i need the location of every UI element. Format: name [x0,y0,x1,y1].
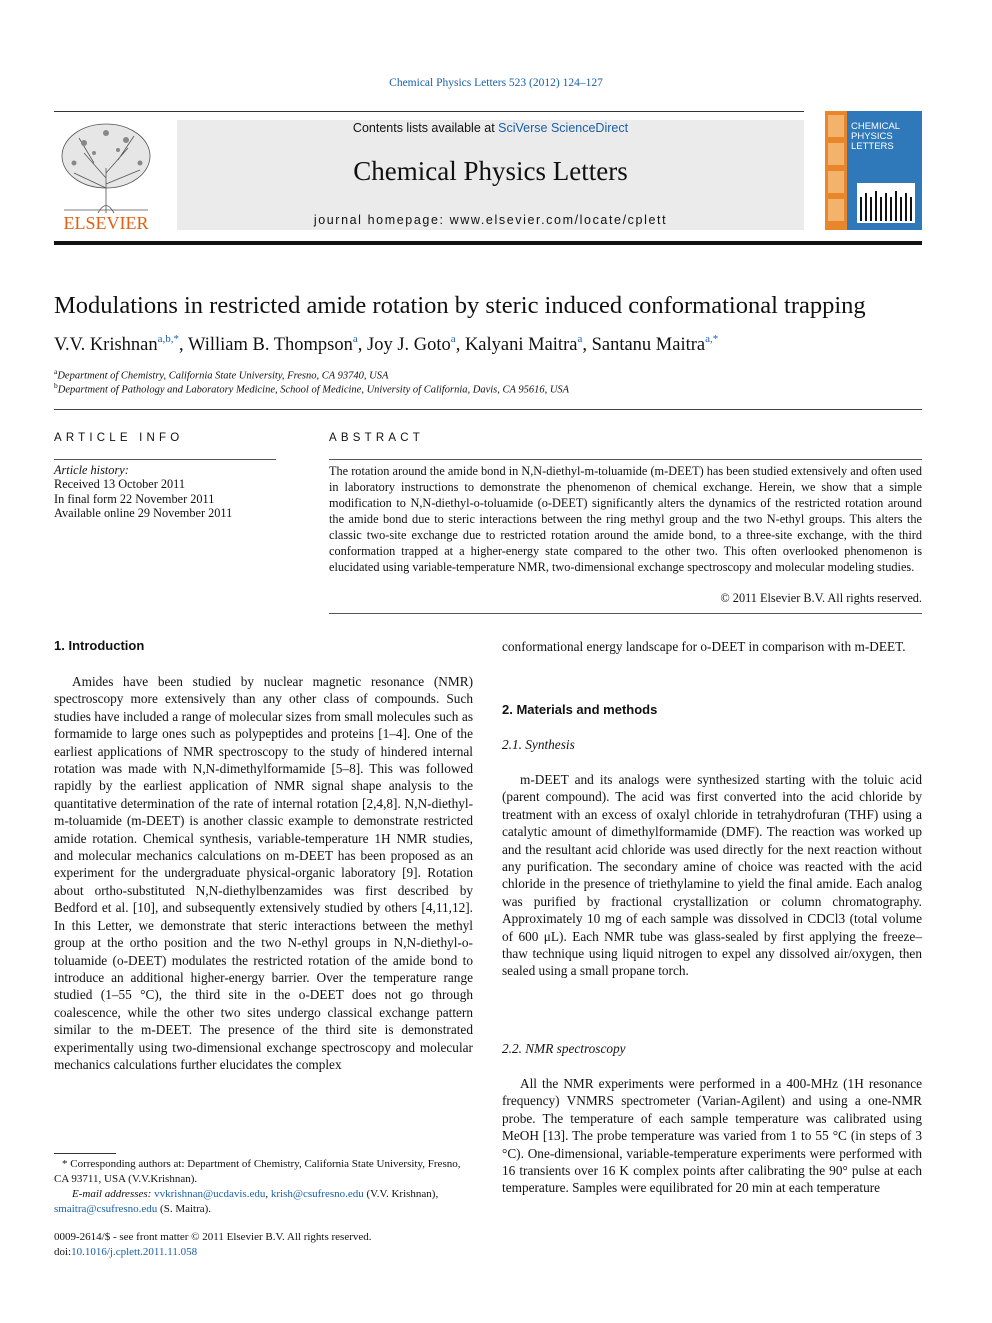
author-affiliation-mark[interactable]: a [577,333,583,345]
abstract-copyright: © 2011 Elsevier B.V. All rights reserved. [720,591,922,605]
elsevier-tree-icon [54,118,158,233]
abstract-bottom-rule [329,613,922,614]
section-heading-materials-methods: 2. Materials and methods [502,702,658,717]
doi-link[interactable]: 10.1016/j.cplett.2011.11.058 [71,1245,198,1258]
introduction-body [54,673,473,1073]
email-label: E-mail addresses: [72,1188,152,1200]
issn-line: 0009-2614/$ - see front matter © 2011 Elsevier B.V. All rights reserved. [54,1231,372,1243]
author-name: Joy J. Goto [367,335,451,355]
footnote-rule [54,1153,116,1154]
abstract-heading: ABSTRACT [329,432,424,444]
journal-cover-thumbnail[interactable] [825,111,922,230]
corresponding-author-footnote [54,1157,473,1217]
doi-label: doi: [54,1245,72,1258]
subsection-heading-nmr: 2.2. NMR spectroscopy [502,1041,626,1056]
abstract-text: The rotation around the amide bond in N,N-diethyl-m-toluamide (m-DEET) has been studied extensively and often used in laboratory instructions to demonstrate the phenomenon of chemical exchange. Herein, we show that a simple modification to N,N-diethyl-o-toluamide (o-DEET) significantly alters the dynamics of the restricted rotation around the amide bond due to steric interactions between the ring methyl group and the two N-ethyl groups. This alters the classic two-site exchange due to restricted rotation around the amide bond, to a three-site exchange, with the third conformation trapped at a higher-energy state compared to the other two. This often overlooked phenomenon is elucidated using variable-temperature NMR, two-dimensional exchange spectroscopy and molecular modeling studies. [329,464,922,574]
synthesis-body [502,771,922,980]
svg-text:PHYSICS: PHYSICS [851,131,893,142]
affiliation-b [54,381,934,396]
affiliation-text: Department of Chemistry, California State University, Fresno, CA 93740, USA [57,370,389,382]
journal-citation[interactable]: Chemical Physics Letters 523 (2012) 124–127 [389,77,603,89]
svg-text:LETTERS: LETTERS [851,141,894,152]
email-line: E-mail addresses: vvkrishnan@ucdavis.edu, krish@csufresno.edu (V.V. Krishnan), smaitra@csufresno.edu (S. Maitra). [54,1188,439,1215]
article-info-rule [54,459,276,460]
author-name: William B. Thompson [187,335,353,355]
author-list: V.V. Krishnan$^{a,b,*}$, William B. Thompson$^a$, Joy J. Goto$^a$, Kalyani Maitra$^a$, Santanu Maitra$^{a,*}$ [54,333,719,355]
email-owner-2: (S. Maitra). [160,1203,212,1215]
sciverse-link[interactable]: SciVerse ScienceDirect [498,121,629,135]
header-rule [54,111,804,112]
author-affiliation-mark[interactable]: a [450,333,456,345]
contents-prefix: Contents lists available at [352,121,495,135]
doi-line [54,1245,474,1260]
history-received: Received 13 October 2011 [54,477,186,492]
author-name: Kalyani Maitra [464,335,578,355]
svg-text:ELSEVIER: ELSEVIER [63,213,149,233]
elsevier-logo[interactable] [54,118,158,233]
affiliation-a [54,367,934,382]
article-title: Modulations in restricted amide rotation by steric induced conformational trapping [54,292,866,319]
email-link-3[interactable]: smaitra@csufresno.edu [54,1203,158,1215]
author-name: Santanu Maitra [591,335,706,355]
affiliation-mark: a [54,367,58,376]
author-affiliation-mark[interactable]: a,* [705,333,719,345]
issn-doi-block [54,1230,474,1259]
introduction-paragraph: Amides have been studied by nuclear magnetic resonance (NMR) spectroscopy more extensively than any other class of compounds. Such studies have included a range of molecular sizes from small molecules such as formamide to large ones such as polypeptides and proteins [1–4]. One of the earliest applications of NMR spectroscopy to the study of hindered internal rotation was made with N,N-dimethylformamide [5–8]. This was followed rapidly by the earliest application of NMR signal shape analysis to the quantitative determination of the rate of internal rotation [2,4,8]. N,N-diethyl-m-toluamide (m-DEET) is another classic example to demonstrate restricted amide rotation. Chemical synthesis, variable-temperature 1H NMR studies, and molecular mechanics calculations on m-DEET has been proposed as an experiment for the undergraduate physical-organic laboratory [9]. Rotation about ortho-substituted N,N-diethylbenzamides was first described by Bedford et al. [10], and subsequently extensively studied by others [4,11,12]. In this Letter, we demonstrate that steric interactions between the methyl group at the ortho position and the two N-ethyl groups in N,N-diethyl-o-toluamide (o-DEET) modulates the restricted rotation of the amide bond to introduce an additional higher-energy barrier. Over the temperature range studied (1–55 °C), the third site in the o-DEET does not go through coalescence, while the other two sites undergo classical exchange pattern similar to the m-DEET. The presence of the third site is demonstrated experimentally using two-dimensional exchange spectroscopy and molecular mechanics calculations further elucidates the complex [54,674,473,1072]
subsection-heading-synthesis: 2.1. Synthesis [502,737,575,752]
history-label: Article history: [54,463,129,477]
affiliation-mark: b [54,381,58,390]
abstract-rule [329,459,922,460]
journal-homepage[interactable]: journal homepage: www.elsevier.com/locate/cplett [313,213,668,227]
contents-line [177,121,804,135]
author-affiliation-mark[interactable]: a,b,* [157,333,180,345]
affiliation-rule [54,409,922,410]
affiliation-text: Department of Pathology and Laboratory Medicine, School of Medicine, University of California, Davis, CA 95616, USA [57,384,570,396]
synthesis-paragraph: m-DEET and its analogs were synthesized starting with the toluic acid (parent compound). The acid was first converted into the acid chloride by treatment with an excess of oxalyl chloride in tetrahydrofuran (THF) using a catalytic amount of dimethylformamide (DMF). The reaction was worked up and the resultant acid chloride was used directly for the next reaction without any purification. The secondary amine of choice was reacted with the acid chloride in the presence of triethylamine to yield the final amide. Each analog was purified by fractional crystallization or column chromatography. Approximately 10 mg of each sample was dissolved in CDCl3 (total volume of 600 μL). Each NMR tube was glass-sealed by first applying the freeze–thaw technique using liquid nitrogen to expel any dissolved air/oxygen, then sealed using a small propane torch. [502,772,922,979]
corresponding-note: * Corresponding authors at: Department of Chemistry, California State University, Fresno, CA 93711, USA (V.V.Krishnan). [54,1158,461,1185]
introduction-continued: conformational energy landscape for o-DEET in comparison with m-DEET. [502,639,906,654]
article-history [54,463,294,521]
nmr-body [502,1075,922,1197]
journal-title: Chemical Physics Letters [353,156,628,186]
article-info-heading: ARTICLE INFO [54,432,184,444]
svg-text:CHEMICAL: CHEMICAL [851,121,901,132]
section-heading-introduction: 1. Introduction [54,638,145,653]
email-link-2[interactable]: krish@csufresno.edu [270,1188,364,1200]
email-link-1[interactable]: vvkrishnan@ucdavis.edu [154,1188,266,1200]
nmr-paragraph: All the NMR experiments were performed in a 400-MHz (1H resonance frequency) VNMRS spectrometer (Varian-Agilent) and using a one-NMR probe. The temperature of each sample temperature was calibrated using MeOH [13]. The probe temperature was varied from 1 to 55 °C (in steps of 3 °C). One-dimensional, variable-temperature experiments were performed with 16 transients over 16 K complex points after calibrating the 90° pulse at each temperature. Samples were equilibrated for 20 min at each temperature [502,1076,922,1196]
author-name: V.V. Krishnan [54,335,158,355]
header-thick-rule [54,241,922,245]
journal-cover-icon [825,111,922,230]
history-final-form: In final form 22 November 2011 [54,491,215,506]
email-owner-1: (V.V. Krishnan), [366,1188,439,1200]
author-affiliation-mark[interactable]: a [352,333,358,345]
history-online: Available online 29 November 2011 [54,506,233,521]
